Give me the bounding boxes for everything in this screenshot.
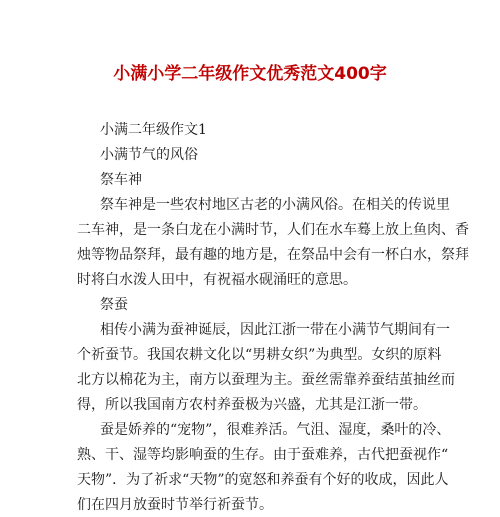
paragraph-line: 个祈蚕节。我国农耕文化以“男耕女织”为典型。女织的原料 bbox=[77, 347, 442, 363]
section-title-che-shen: 祭车神 bbox=[100, 172, 142, 188]
paragraph-line: 熟、干、湿等均影响蚕的生存。由于蚕难养，古代把蚕视作“ bbox=[77, 447, 449, 463]
paragraph-line: 北方以棉花为主，南方以蚕理为主。蚕丝需靠养蚕结茧抽丝而 bbox=[77, 372, 455, 388]
paragraph-line: 二车神，是一条白龙在小满时节，人们在水车蓦上放上鱼肉、香 bbox=[77, 222, 469, 238]
paragraph-line: 祭车神是一些农村地区古老的小满风俗。在相关的传说里 bbox=[100, 197, 450, 213]
paragraph-line: 时将白水泼人田中，有祝福水砚涌旺的意思。 bbox=[77, 272, 357, 288]
paragraph-line: 们在四月放蚕时节举行祈蚕节。 bbox=[77, 497, 273, 513]
subheading-essay-number: 小满二年级作文1 bbox=[100, 122, 207, 138]
paragraph-line: 天物”．为了祈求“天物”的宽怒和养蚕有个好的收成，因此人 bbox=[77, 472, 449, 488]
section-title-ji-can: 祭蚕 bbox=[100, 297, 128, 313]
subheading-topic: 小满节气的风俗 bbox=[100, 147, 198, 163]
paragraph-line: 烛等物品祭拜，最有趣的地方是，在祭品中会有一杯白水，祭拜 bbox=[77, 247, 469, 263]
paragraph-line: 蚕是娇养的“宠物”，很难养活。气沮、湿度，桑叶的冷、 bbox=[100, 422, 451, 438]
paragraph-line: 得，所以我国南方农村养蚕极为兴盛，尤其是江浙一带。 bbox=[77, 397, 427, 413]
paragraph-line: 相传小满为蚕神诞辰，因此江浙一带在小满节气期间有一 bbox=[100, 322, 450, 338]
document-title: 小满小学二年级作文优秀范文400字 bbox=[113, 64, 387, 84]
